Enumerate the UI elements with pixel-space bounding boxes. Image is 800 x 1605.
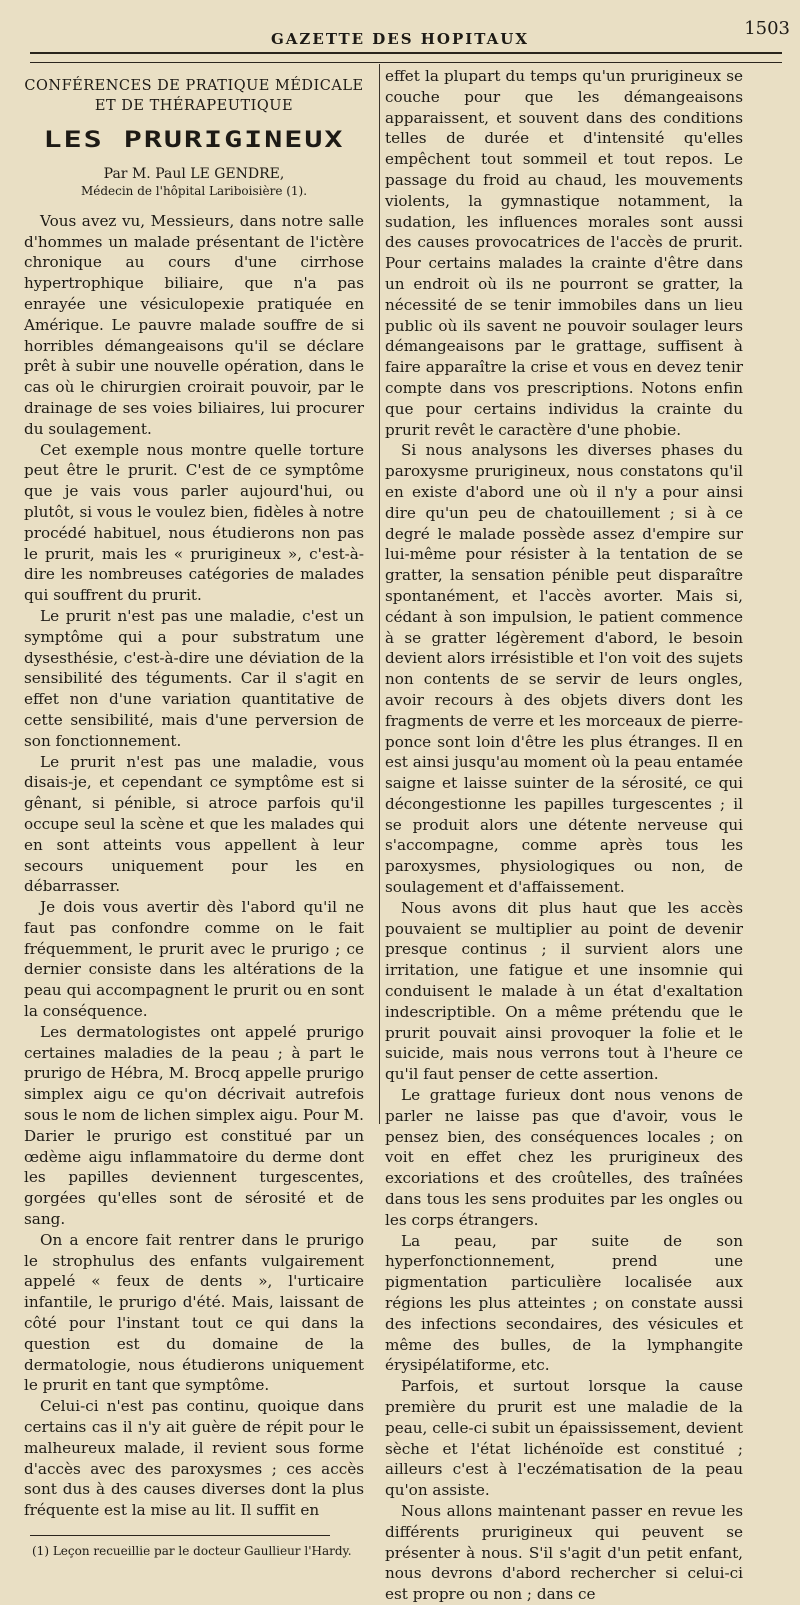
paragraph: Le prurit n'est pas une maladie, vous disais-je, et cependant ce symptôme est si gênant, si pénible, si atroce parfois qu'il occupe seul la scène et que les malades qui en sont atteints vous appellent à leur secours uniquement pour les en débarrasser.: [24, 752, 364, 896]
footnote: (1) Leçon recueillie par le docteur Gaulliеur l'Hardy.: [32, 1544, 352, 1558]
paragraph: Vous avez vu, Messieurs, dans notre salle d'hommes un malade présentant de l'ictère chronique au cours d'une cirrhose hypertrophique biliaire, que n'a pas enrayée une vésiculopexie pratiquée en Amérique. Le pauvre malade souffre de si horribles démangeaisons qu'il se déclare prêt à subir une nouvelle opération, dans le cas où le chirurgien croirait pouvoir, par le drainage de ses voies biliaires, lui procurer du soulagement.: [24, 211, 364, 438]
author-affiliation: Médecin de l'hôpital Lariboisière (1).: [80, 183, 308, 198]
paragraph: Cet exemple nous montre quelle torture peut être le prurit. C'est de ce symptôme que je vais vous parler aujourd'hui, ou plutôt, si vous le voulez bien, fidèles à notre procédé habituel, nous étudierons non pas le prurit, mais les « prurigineux », c'est-à-dire les nombreuses catégories de malades qui souffrent du prurit.: [24, 440, 364, 605]
footnote-rule: [30, 1535, 330, 1536]
paragraph: Le grattage furieux dont nous venons de parler ne laisse pas que d'avoir, vous le pensez bien, des conséquences locales ; on voit en effet chez les prurigineux des excoriations et des croûtelles, des traînées dans tous les sens produites par les ongles ou les corps étrangers.: [385, 1086, 743, 1229]
page-header: [30, 18, 800, 48]
header-title: GAZETTE DES HOPITAUX: [270, 30, 529, 48]
paragraph: Les dermatologistes ont appelé prurigo certaines maladies de la peau ; à part le prurigo de Hébra, M. Brocq appelle prurigo simplex aigu ce qu'on décrivait autrefois sous le nom de lichen simplex aigu. Pour M. Darier le prurigo est constitué par un œdème aigu inflammatoire du derme dont les papilles deviennent turgescentes, gorgées qu'elles sont de sérosité et de sang.: [24, 1022, 364, 1229]
right-column: [385, 66, 743, 1605]
column-divider: [379, 64, 380, 1124]
paragraph: On a encore fait rentrer dans le prurigo le strophulus des enfants vulgairement appelé « feux de dents », l'urticaire infantile, le prurigo d'été. Mais, laissant de côté pour l'instant tout ce qui dans la question est du domaine de la dermatologie, nous étudierons uniquement le prurit en tant que symptôme.: [24, 1230, 364, 1395]
series-title-line1: CONFÉRENCES DE PRATIQUE MÉDICALE: [24, 78, 364, 94]
paragraph: Je dois vous avertir dès l'abord qu'il ne faut pas confondre comme on le fait fréquemment, le prurit avec le prurigo ; ce dernier consiste dans les altérations de la peau qui accompagnent le prurit ou en sont la conséquence.: [24, 898, 364, 1021]
paragraph: Parfois, et surtout lorsque la cause première du prurit est une maladie de la peau, celle-ci subit un épaississement, devient sèche et l'état lichénoïde est constitué ; ailleurs c'est à l'eczématisation de la peau qu'on assiste.: [385, 1377, 743, 1500]
left-column: [24, 66, 364, 1559]
byline: Par M. Paul LE GENDRE,: [103, 165, 285, 182]
header-rule-thin: [30, 62, 782, 63]
paragraph: Celui-ci n'est pas continu, quoique dans certains cas il n'y ait guère de répit pour le malheureux malade, il revient sous forme d'accès avec des paroxysmes ; ces accès sont dus à des causes diverses dont la plus fréquente est la mise au lit. Il suffit en: [24, 1397, 364, 1520]
article-title: LES PRURIGINEUX: [43, 126, 345, 153]
header-rule: [30, 52, 782, 54]
paragraph: Le prurit n'est pas une maladie, c'est un symptôme qui a pour substratum une dysesthésie, c'est-à-dire une déviation de la sensibilité des téguments. Car il s'agit en effet non d'une variation quantitative de cette sensibilité, mais d'une perversion de son fonctionnement.: [24, 606, 364, 750]
paragraph: La peau, par suite de son hyperfonctionnement, prend une pigmentation particulière localisée aux régions les plus atteintes ; on constate aussi des infections secondaires, des vésicules et même des bulles, de la lymphangite érysipélatiforme, etc.: [385, 1231, 743, 1375]
page-number: 1503: [744, 18, 790, 39]
paragraph: Si nous analysons les diverses phases du paroxysme prurigineux, nous constatons qu'il en existe d'abord une où il n'y a pour ainsi dire qu'un peu de chatouillement ; si à ce degré le malade possède assez d'empire sur lui-même pour résister à la tentation de se gratter, la sensation pénible peut disparaître spontanément, et l'accès avorter. Mais si, cédant à son impulsion, le patient commence à se gratter légèrement d'abord, le besoin devient alors irrésistible et l'on voit des sujets non contents de se servir de leurs ongles, avoir recours à des objets divers dont les fragments de verre et les morceaux de pierre-ponce sont loin d'être les plus étranges. Il en est ainsi jusqu'au moment où la peau entamée saigne et laisse suinter de la sérosité, ce qui décongestionne les papilles turgescentes ; il se produit alors une détente nerveuse qui s'accompagne, comme après tous les paroxysmes, physiologiques ou non, de soulagement et d'affaissement.: [385, 441, 743, 897]
series-title: [24, 76, 364, 116]
paragraph: Nous allons maintenant passer en revue les différents prurigineux qui peuvent se présenter à nous. S'il s'agit d'un petit enfant, nous devrons d'abord rechercher si celui-ci est propre ou non ; dans ce: [385, 1501, 743, 1604]
paragraph: Nous avons dit plus haut que les accès pouvaient se multiplier au point de devenir presque continus ; il survient alors une irritation, une fatigue et une insomnie qui conduisent le malade à un état d'exaltation indescriptible. On a même prétendu que le prurit pouvait ainsi provoquer la folie et le suicide, mais nous verrons tout à l'heure ce qu'il faut penser de cette assertion.: [385, 898, 743, 1084]
paragraph: effet la plupart du temps qu'un prurigineux se couche pour que les démangeaisons apparaissent, et souvent dans des conditions telles de durée et d'intensité qu'elles empêchent tout sommeil et tout repos. Le passage du froid au chaud, les mouvements violents, la gymnastique notamment, la sudation, les influences morales sont aussi des causes provocatrices de l'accès de prurit. Pour certains malades la crainte d'être dans un endroit où ils ne pourront se gratter, la nécessité de se tenir immobiles dans un lieu public où ils savent ne pouvoir soulager leurs démangeaisons par le grattage, suffisent à faire apparaître la crise et vous en devez tenir compte dans vos prescriptions. Notons enfin que pour certains individus la crainte du prurit revêt le caractère d'une phobie.: [385, 67, 743, 439]
series-title-line2: ET DE THÉRAPEUTIQUE: [94, 98, 294, 114]
